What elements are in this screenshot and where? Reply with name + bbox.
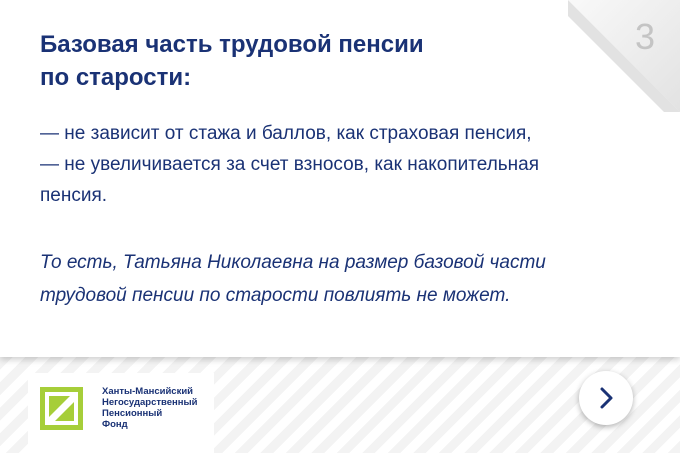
hmnpf-logo-icon (40, 387, 83, 430)
brand-name (102, 386, 212, 430)
slide-title (40, 28, 560, 94)
next-slide-button[interactable] (579, 371, 633, 425)
title-line: по старости: (40, 64, 192, 91)
brand-name-line: Ханты-Мансийский (102, 386, 194, 397)
note-line: То есть, Татьяна Николаевна на размер базовой части (40, 252, 546, 273)
bullet-item: пенсия. (40, 185, 108, 206)
title-line: Базовая часть трудовой пенсии (40, 31, 424, 58)
slide-number: 3 (634, 16, 655, 57)
chevron-right-icon (596, 386, 616, 410)
brand-name-line: Негосударственный (102, 397, 198, 408)
footer (0, 357, 680, 453)
page-curl-corner (568, 0, 680, 112)
bullet-item: — не зависит от стажа и баллов, как страховая пенсия, (40, 123, 532, 144)
brand-name-line: Пенсионный (102, 408, 163, 419)
conclusion-note (40, 246, 620, 312)
brand-block (28, 373, 214, 453)
bullet-item: — не увеличивается за счет взносов, как накопительная (40, 154, 540, 175)
bullet-list (40, 118, 620, 211)
note-line: трудовой пенсии по старости повлиять не может. (40, 285, 511, 306)
brand-name-line: Фонд (102, 419, 128, 430)
